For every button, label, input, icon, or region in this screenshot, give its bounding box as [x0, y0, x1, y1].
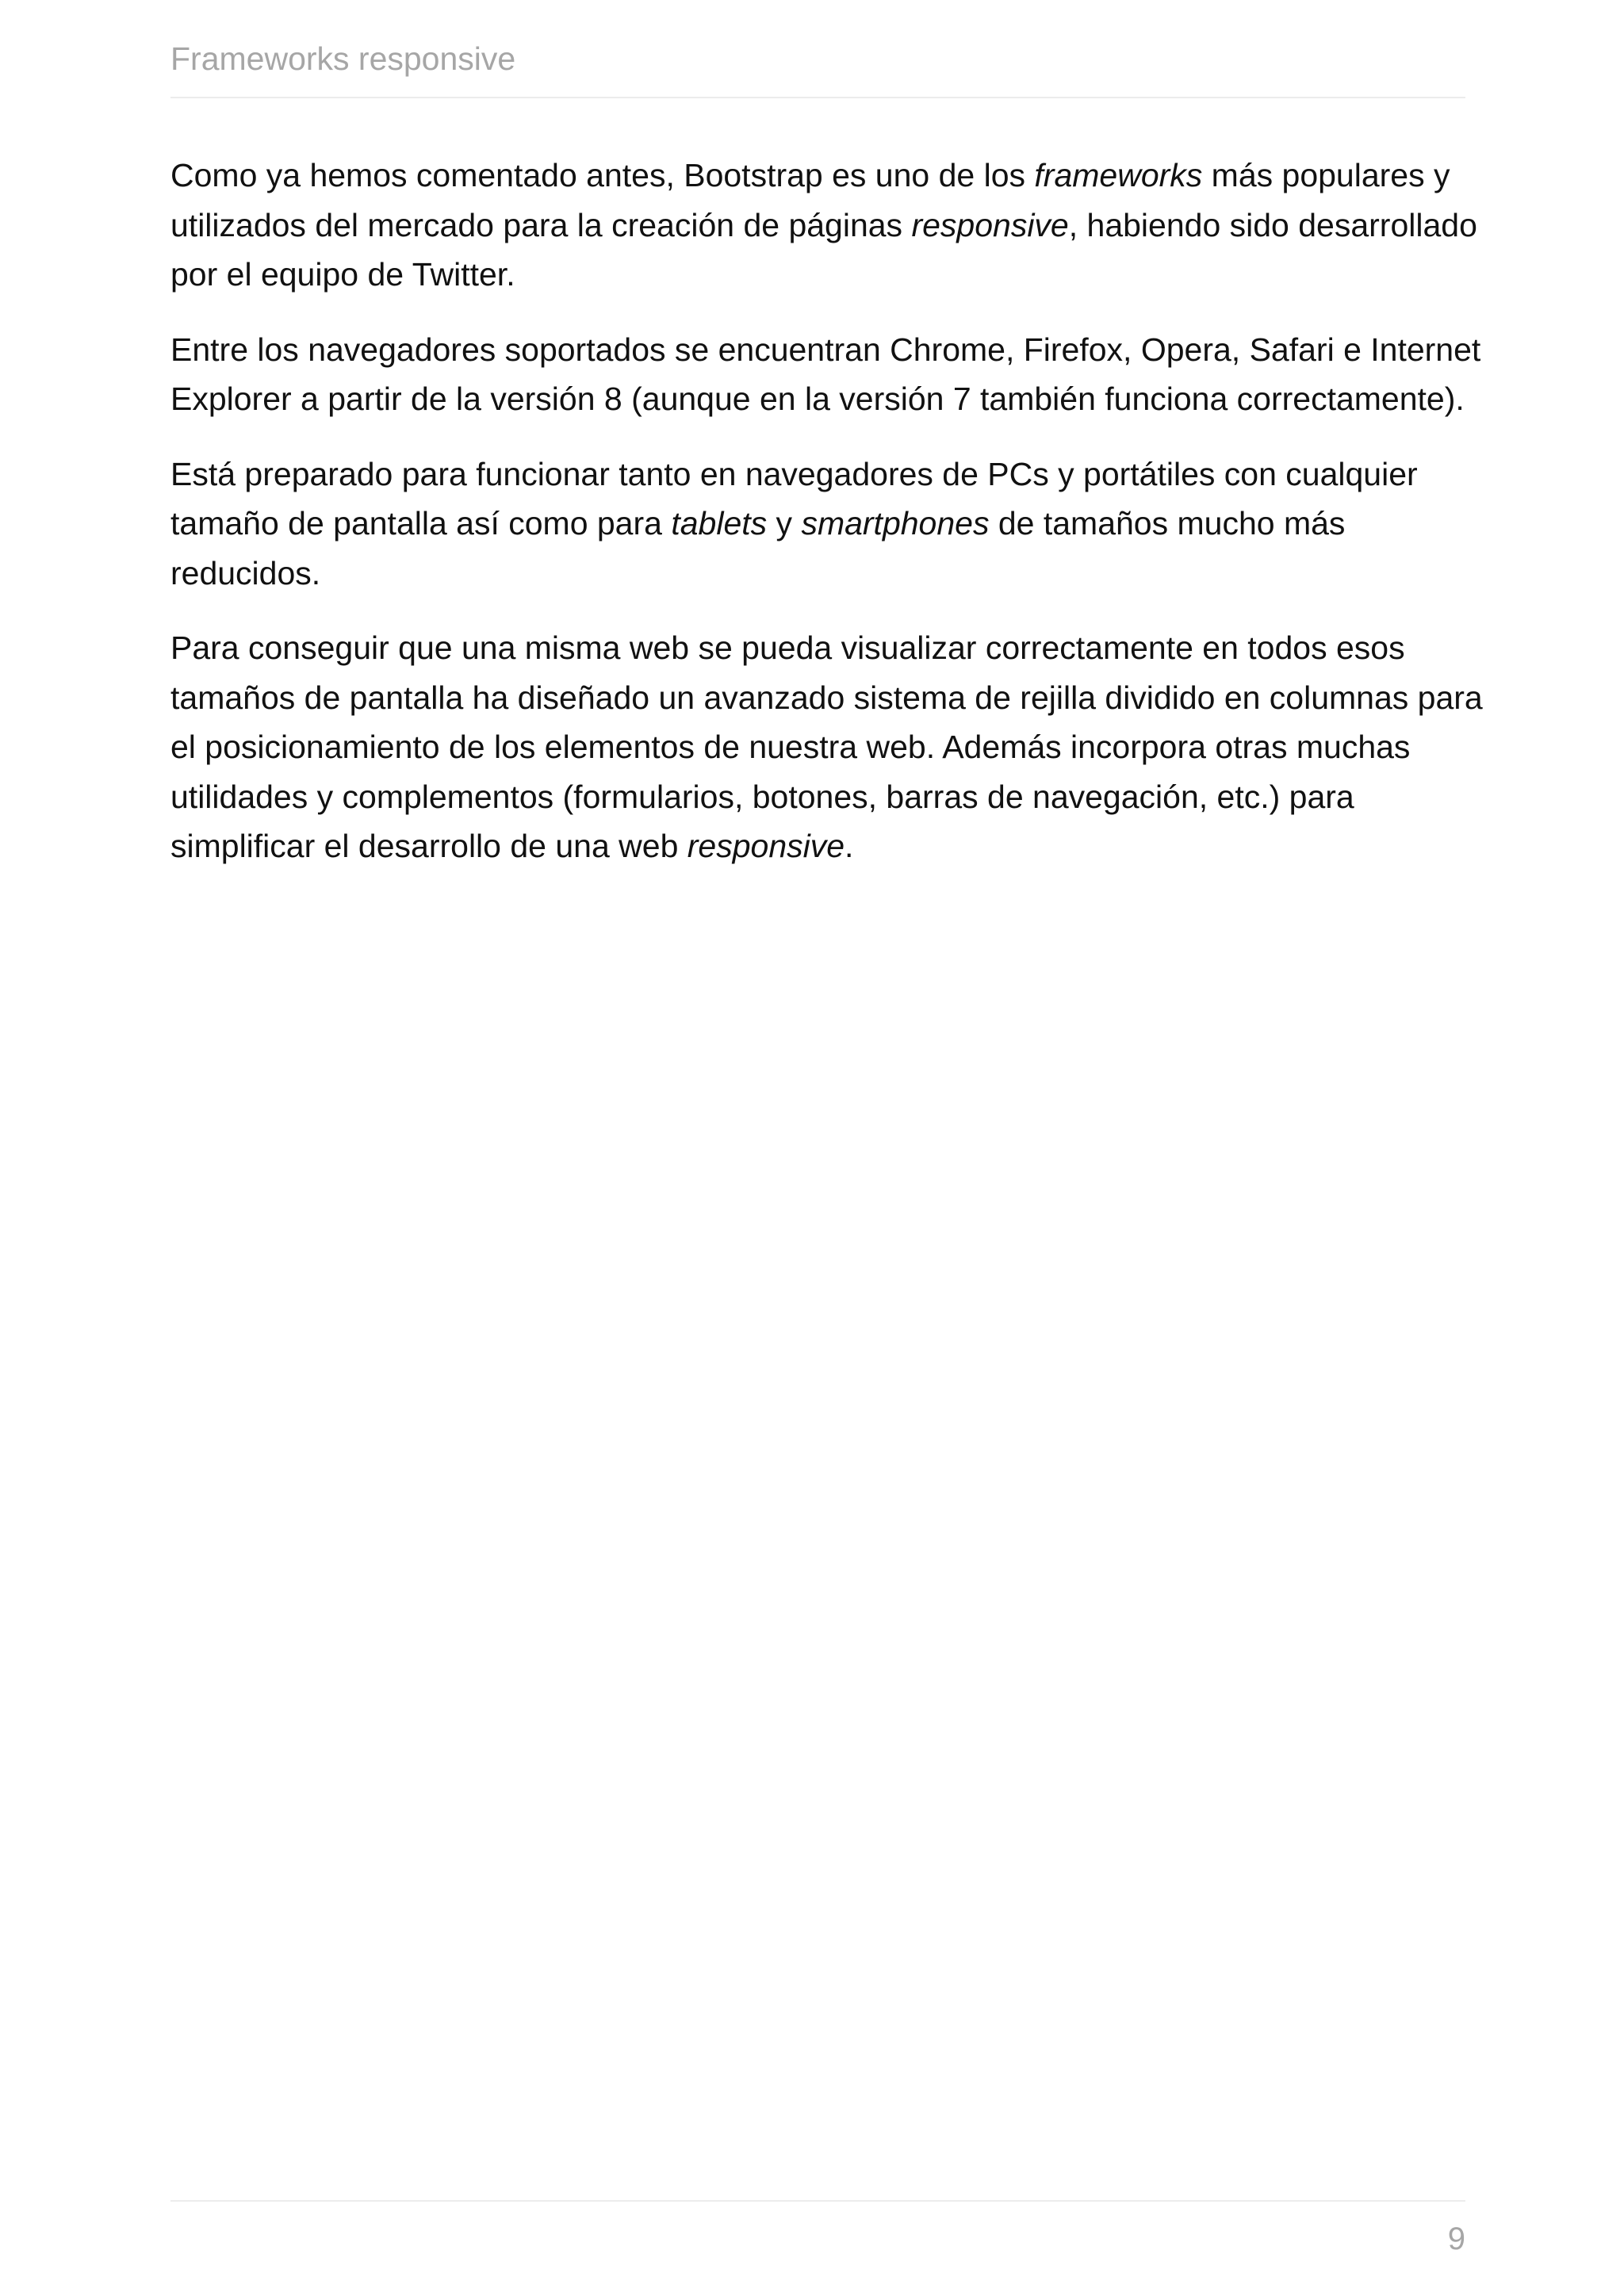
- paragraph-devices: [170, 450, 1479, 599]
- page-number: 9: [1447, 2221, 1465, 2256]
- text-run: simplificar el desarrollo de una web: [170, 828, 688, 864]
- running-header: Frameworks responsive: [170, 40, 516, 77]
- italic-term: smartphones: [801, 505, 990, 541]
- italic-term: responsive: [687, 828, 845, 864]
- text-line: tamaños de pantalla ha diseñado un avanzado sistema de rejilla dividido en columnas para: [170, 679, 1483, 716]
- text-line: [170, 201, 1479, 251]
- text-line: Para conseguir que una misma web se pueda visualizar correctamente en todos esos: [170, 629, 1405, 666]
- text-run: y: [767, 505, 802, 541]
- text-line: [170, 499, 1479, 549]
- paragraph-grid-system: [170, 623, 1483, 871]
- page-body: [170, 151, 1483, 897]
- header-divider: [170, 97, 1465, 98]
- text-run: utilizados del mercado para la creación de páginas: [170, 206, 912, 243]
- italic-term: frameworks: [1034, 157, 1203, 193]
- footer-divider: [170, 2200, 1465, 2202]
- text-line: Entre los navegadores soportados se encuentran Chrome, Firefox, Opera, Safari e Internet: [170, 331, 1481, 368]
- italic-term: responsive: [911, 206, 1069, 243]
- text-line: [170, 151, 1479, 201]
- text-line: Está preparado para funcionar tanto en navegadores de PCs y portátiles con cualquier: [170, 455, 1418, 492]
- text-run: Como ya hemos comentado antes, Bootstrap es uno de los: [170, 157, 1035, 193]
- italic-term: tablets: [671, 505, 768, 541]
- text-line: [170, 821, 1479, 871]
- text-line: Explorer a partir de la versión 8 (aunque en la versión 7 también funciona correctamente).: [170, 381, 1465, 417]
- text-run: tamaño de pantalla así como para: [170, 505, 672, 541]
- text-line: por el equipo de Twitter.: [170, 256, 515, 293]
- paragraph-bootstrap-intro: [170, 151, 1479, 300]
- text-run: , habiendo sido desarrollado: [1068, 206, 1477, 243]
- text-line: el posicionamiento de los elementos de nuestra web. Además incorpora otras muchas: [170, 729, 1411, 765]
- text-run: de tamaños mucho más: [989, 505, 1346, 541]
- text-run: .: [845, 828, 854, 864]
- text-run: más populares y: [1202, 157, 1450, 193]
- text-line: utilidades y complementos (formularios, botones, barras de navegación, etc.) para: [170, 778, 1354, 815]
- paragraph-browsers: [170, 325, 1479, 424]
- text-line: reducidos.: [170, 554, 321, 591]
